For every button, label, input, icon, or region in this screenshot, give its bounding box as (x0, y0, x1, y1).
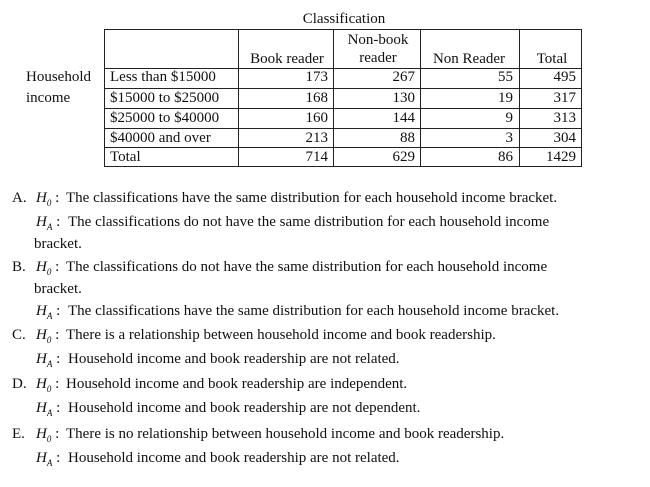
classification-header: Classification (302, 11, 386, 27)
table-rule (104, 88, 582, 89)
cell-value: 1429 (546, 149, 576, 165)
ha-statement: Household income and book readership are not dependent. (68, 400, 421, 416)
option-letter: A. (12, 190, 27, 206)
cell-value: 304 (553, 130, 576, 146)
col-header-book-reader: Book reader (250, 51, 324, 67)
ha-statement: The classifications do not have the same distribution for each household income (68, 214, 550, 230)
ha-statement: Household income and book readership are not related. (68, 351, 400, 367)
cell-value: 629 (392, 149, 415, 165)
cell-value: 495 (553, 69, 576, 85)
cell-value: 160 (305, 110, 328, 126)
cell-value: 267 (392, 69, 415, 85)
cell-value: 88 (400, 130, 415, 146)
ha-label: $H_A$ : (36, 400, 61, 418)
h0-statement: The classifications have the same distribution for each household income bracket. (66, 190, 558, 206)
cell-value: 317 (553, 90, 576, 106)
h0-label: $H_0$ : (36, 376, 60, 394)
ha-label: $H_A$ : (36, 214, 61, 232)
h0-label: $H_0$ : (36, 190, 60, 208)
cell-value: 313 (553, 110, 576, 126)
ha-statement: Household income and book readership are not related. (68, 450, 400, 466)
table-rule (104, 29, 582, 30)
table-rule (238, 29, 239, 167)
option-letter: D. (12, 376, 27, 392)
row-label: Less than $15000 (110, 69, 216, 85)
cell-value: 55 (498, 69, 513, 85)
table-rule (420, 29, 421, 167)
cell-value: 144 (392, 110, 415, 126)
cell-value: 9 (505, 110, 513, 126)
cell-value: 213 (305, 130, 328, 146)
table-rule (104, 147, 582, 148)
table-rule (104, 166, 582, 167)
ha-label: $H_A$ : (36, 303, 61, 321)
cell-value: 86 (498, 149, 513, 165)
row-label: $25000 to $40000 (110, 110, 220, 126)
table-rule (104, 29, 105, 167)
table-rule (333, 29, 334, 167)
cell-value: 168 (305, 90, 328, 106)
col-header-total: Total (536, 51, 568, 67)
table-rule (104, 68, 582, 69)
cell-value: 173 (305, 69, 328, 85)
row-label: $15000 to $25000 (110, 90, 220, 106)
table-rule (104, 128, 582, 129)
option-letter: C. (12, 327, 26, 343)
h0-statement: There is no relationship between household income and book readership. (66, 426, 505, 442)
row-label: Total (110, 149, 141, 165)
row-label: $40000 and over (110, 130, 211, 146)
ha-label: $H_A$ : (36, 450, 61, 468)
cell-value: 130 (392, 90, 415, 106)
table-rule (519, 29, 520, 167)
ha-statement-cont: bracket. (34, 236, 82, 252)
h0-label: $H_0$ : (36, 426, 60, 444)
row-group-label-line2: income (26, 90, 71, 106)
h0-statement: Household income and book readership are independent. (66, 376, 408, 392)
table-rule (581, 29, 582, 167)
h0-label: $H_0$ : (36, 259, 60, 277)
cell-value: 714 (305, 149, 328, 165)
ha-statement: The classifications have the same distribution for each household income bracket. (68, 303, 560, 319)
h0-label: $H_0$ : (36, 327, 60, 345)
col-header-non-book-line2: reader (359, 50, 397, 66)
cell-value: 19 (498, 90, 513, 106)
ha-label: $H_A$ : (36, 351, 61, 369)
col-header-non-book-line1: Non-book (347, 32, 409, 48)
row-group-label-line1: Household (26, 69, 91, 85)
option-letter: E. (12, 426, 25, 442)
cell-value: 3 (505, 130, 513, 146)
option-letter: B. (12, 259, 26, 275)
h0-statement-cont: bracket. (34, 281, 82, 297)
col-header-non-reader: Non Reader (432, 51, 506, 67)
h0-statement: The classifications do not have the same distribution for each household income (66, 259, 548, 275)
table-rule (104, 108, 582, 109)
h0-statement: There is a relationship between household income and book readership. (66, 327, 496, 343)
